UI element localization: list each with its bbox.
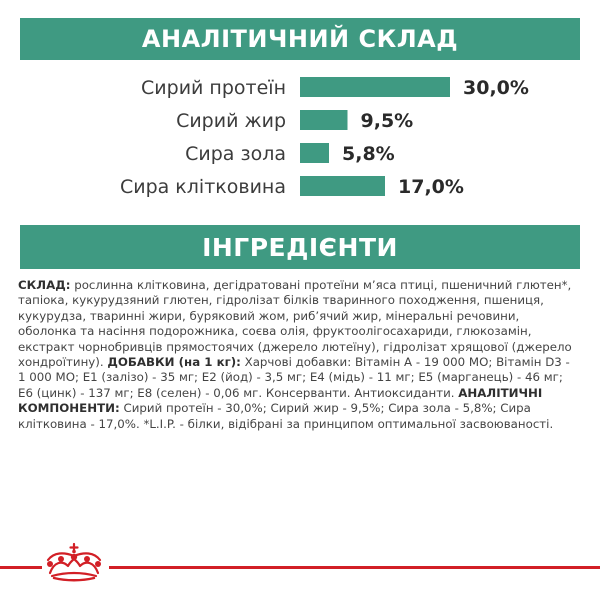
value-label: 5,8% [342, 143, 395, 165]
composition-text: рослинна клітковина, дегідратовані протеїни м’яса птиці, пшеничний глютен*, тапіока, кукурудзяний глютен, гідролізат білків тваринного походження, пшениця, кукурудза, тваринні жири, буряковий жом, риб’ячий жир, мінеральні речовини, оболонка та насіння подорожника, соєва олія, фруктоолігосахариди, глюкозамін, екстракт чорнобривців прямостоячих (джерело лютеїну), гідролізат хрящової (джерело хондроїтину). [18, 278, 572, 370]
category-label: Сирий жир [176, 110, 286, 132]
bar [300, 77, 450, 97]
bar [300, 110, 348, 130]
additives-label: ДОБАВКИ (на 1 кг): [107, 355, 241, 370]
analysis-title: АНАЛІТИЧНИЙ СКЛАД [141, 25, 459, 53]
category-label: Сира клітковина [119, 176, 286, 198]
ingredients-banner [20, 225, 580, 269]
analytical-components-text: Сирий протеїн - 30,0%; Сирий жир - 9,5%; Сира зола - 5,8%; Сира клітковина - 17,0%. *L.I.P. - білки, відібрані за принципом оптимальної засвоюваності. [18, 401, 554, 431]
analysis-bar-chart [0, 66, 600, 206]
bar [300, 143, 329, 163]
value-label: 9,5% [360, 110, 414, 132]
additives-text: Харчові добавки: Вітамін A - 19 000 МО; Вітамін D3 - 1 000 МО; E1 (залізо) - 35 мг; E2 (йод) - 3,5 мг; E4 (мідь) - 11 мг; E5 (марганець) - 46 мг; E6 (цинк) - 137 мг; E8 (селен) - 0,06 мг. Консерванти. Антиоксиданти. [18, 355, 570, 400]
composition-label: СКЛАД: [18, 278, 71, 292]
footer-line-left [0, 566, 42, 569]
royal-canin-crown-icon [38, 540, 110, 582]
bar [300, 176, 385, 196]
value-label: 17,0% [398, 176, 464, 198]
ingredients-paragraph [18, 278, 580, 432]
analytical-components-label: АНАЛІТИЧНІ КОМПОНЕНТИ: [18, 385, 543, 416]
analysis-banner [20, 18, 580, 60]
category-label: Сирий протеїн [141, 77, 286, 99]
value-label: 30,0% [463, 77, 529, 99]
category-label: Сира зола [185, 143, 286, 165]
ingredients-title: ІНГРЕДІЄНТИ [202, 232, 398, 262]
footer-line-right [109, 566, 600, 569]
